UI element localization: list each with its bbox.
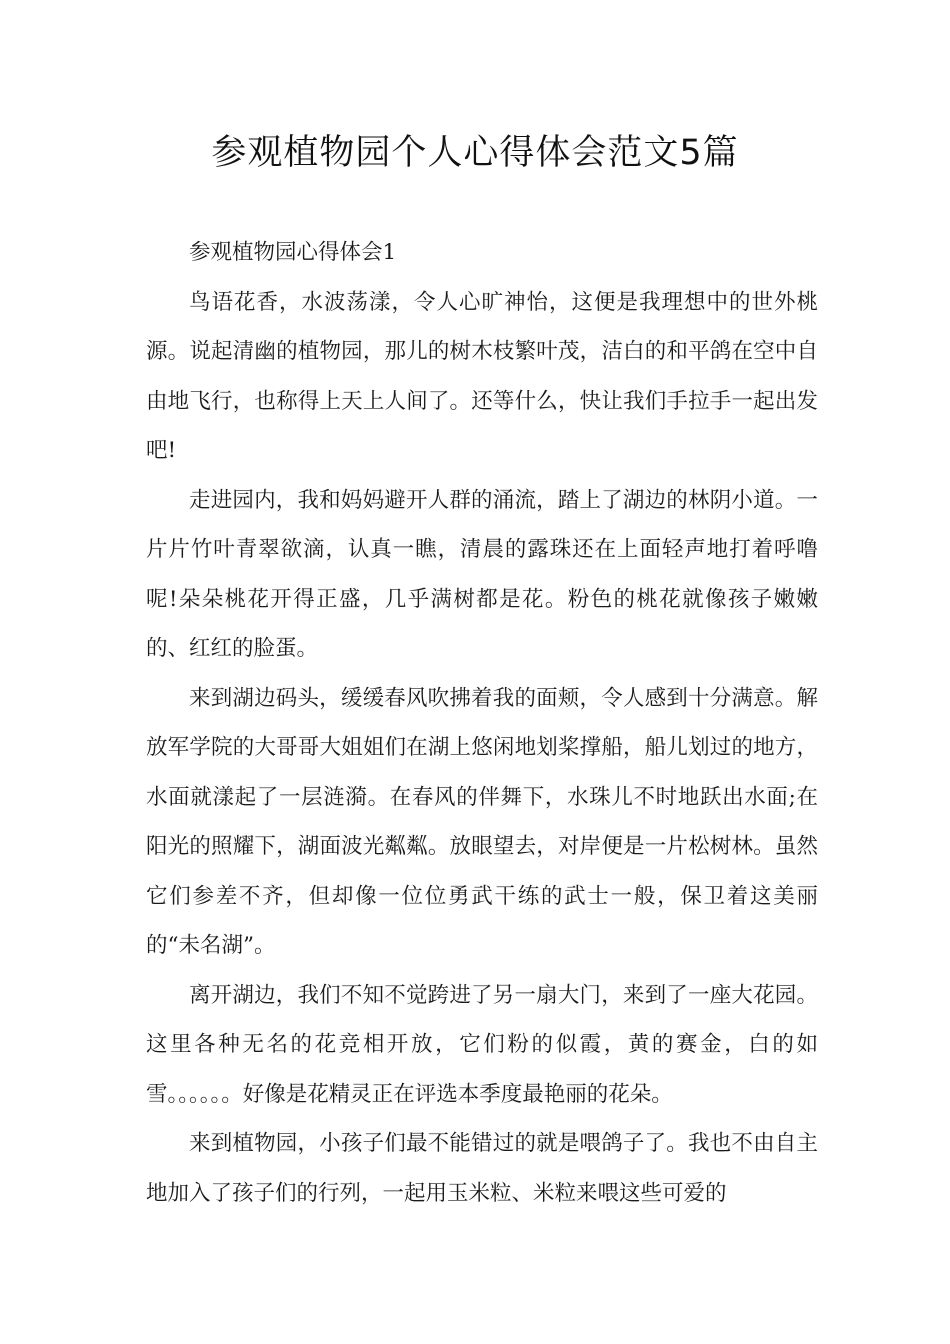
paragraph: 鸟语花香，水波荡漾，令人心旷神怡，这便是我理想中的世外桃源。说起清幽的植物园，那儿的树木枝繁叶茂，洁白的和平鸽在空中自由地飞行，也称得上天上人间了。还等什么，快让我们手拉手一起出发吧!	[146, 289, 818, 463]
document-title: 参观植物园个人心得体会范文5篇	[211, 133, 739, 173]
section-heading: 参观植物园心得体会1	[189, 240, 397, 265]
paragraph: 走进园内，我和妈妈避开人群的涌流，踏上了湖边的林阴小道。一片片竹叶青翠欲滴，认真一瞧，清晨的露珠还在上面轻声地打着呼噜呢!朵朵桃花开得正盛，几乎满树都是花。粉色的桃花就像孩子嫩嫩的、红红的脸蛋。	[146, 487, 818, 661]
paragraph: 离开湖边，我们不知不觉跨进了另一扇大门，来到了一座大花园。这里各种无名的花竞相开放，它们粉的似霞，黄的赛金，白的如雪。。。。。。好像是花精灵正在评选本季度最艳丽的花朵。	[146, 982, 818, 1107]
document-body	[146, 228, 818, 1218]
paragraph: 来到植物园，小孩子们最不能错过的就是喂鸽子了。我也不由自主地加入了孩子们的行列，一起用玉米粒、米粒来喂这些可爱的	[146, 1131, 818, 1206]
paragraph: 来到湖边码头，缓缓春风吹拂着我的面颊，令人感到十分满意。解放军学院的大哥哥大姐姐们在湖上悠闲地划桨撑船，船儿划过的地方，水面就漾起了一层涟漪。在春风的伴舞下，水珠儿不时地跃出水面;在阳光的照耀下，湖面波光粼粼。放眼望去，对岸便是一片松树林。虽然它们参差不齐，但却像一位位勇武干练的武士一般，保卫着这美丽的“未名湖”。	[146, 685, 818, 958]
